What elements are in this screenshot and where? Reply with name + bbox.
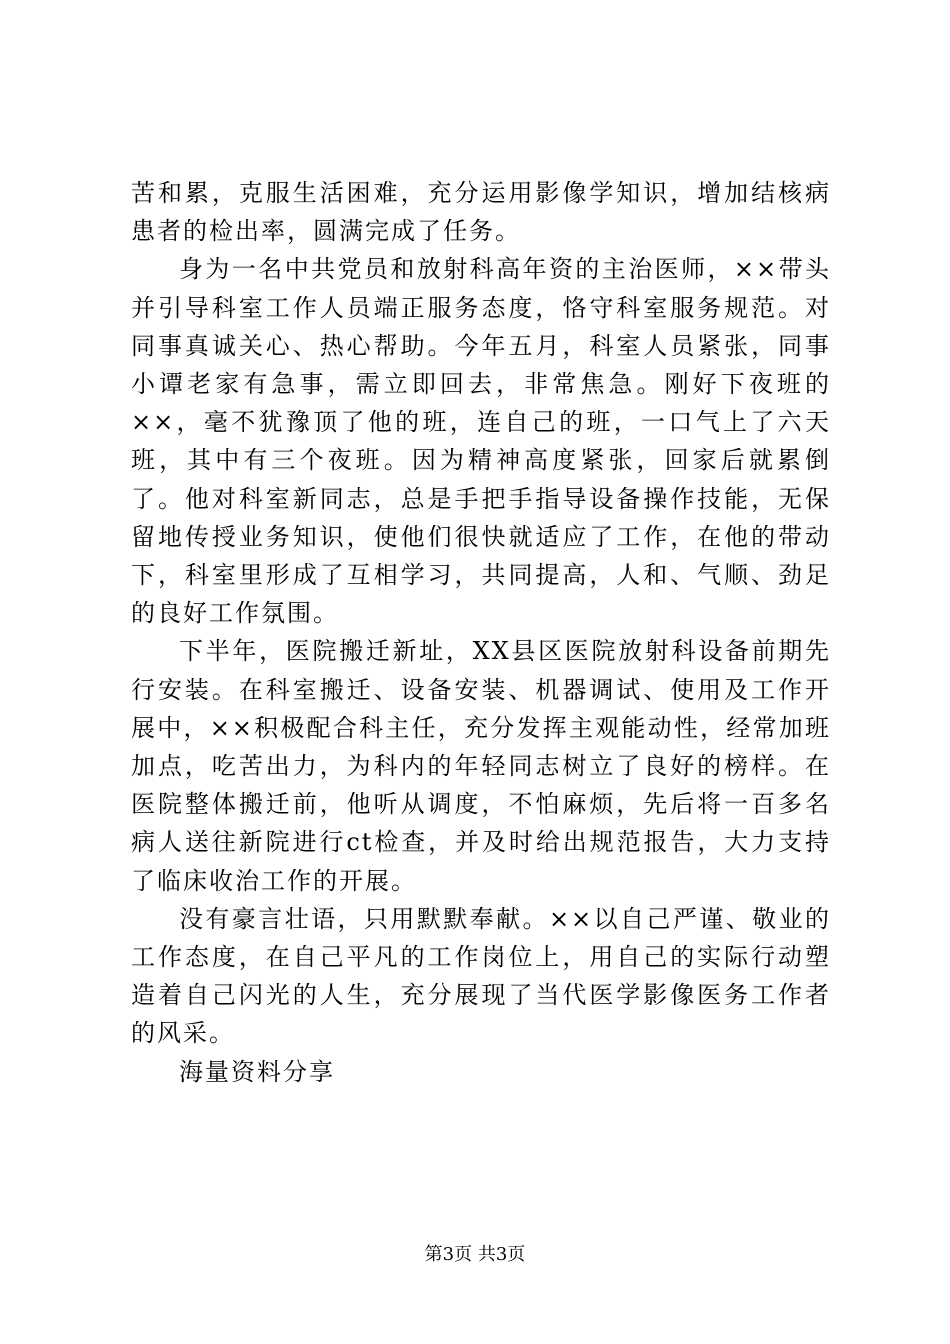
paragraph-party-member: 身为一名中共党员和放射科高年资的主治医师，××带头并引导科室工作人员端正服务态度，恪守科室服务规范。对同事真诚关心、热心帮助。今年五月，科室人员紧张，同事小谭老家有急事，需立即回去，非常焦急。刚好下夜班的××，毫不犹豫顶了他的班，连自己的班，一口气上了六天班，其中有三个夜班。因为精神高度紧张，回家后就累倒了。他对科室新同志，总是手把手指导设备操作技能，无保留地传授业务知识，使他们很快就适应了工作，在他的带动下，科室里形成了互相学习，共同提高，人和、气顺、劲足的良好工作氛围。 [131,255,831,628]
paragraph-conclusion: 没有豪言壮语，只用默默奉献。××以自己严谨、敬业的工作态度，在自己平凡的工作岗位上，用自己的实际行动塑造着自己闪光的人生，充分展现了当代医学影像医务工作者的风采。 [131,904,831,1048]
page-footer: 第3页 共3页 [424,1244,526,1265]
paragraph-hospital-relocation: 下半年，医院搬迁新址，XX县区医院放射科设备前期先行安装。在科室搬迁、设备安装、机器调试、使用及工作开展中，××积极配合科主任，充分发挥主观能动性，经常加班加点，吃苦出力，为科内的年轻同志树立了良好的榜样。在医院整体搬迁前，他听从调度，不怕麻烦，先后将一百多名病人送往新院进行ct检查，并及时给出规范报告，大力支持了临床收治工作的开展。 [131,637,831,895]
document-body [131,174,831,1091]
paragraph-share-note: 海量资料分享 [179,1057,335,1086]
paragraph-continuation: 苦和累，克服生活困难，充分运用影像学知识，增加结核病患者的检出率，圆满完成了任务。 [131,179,831,246]
